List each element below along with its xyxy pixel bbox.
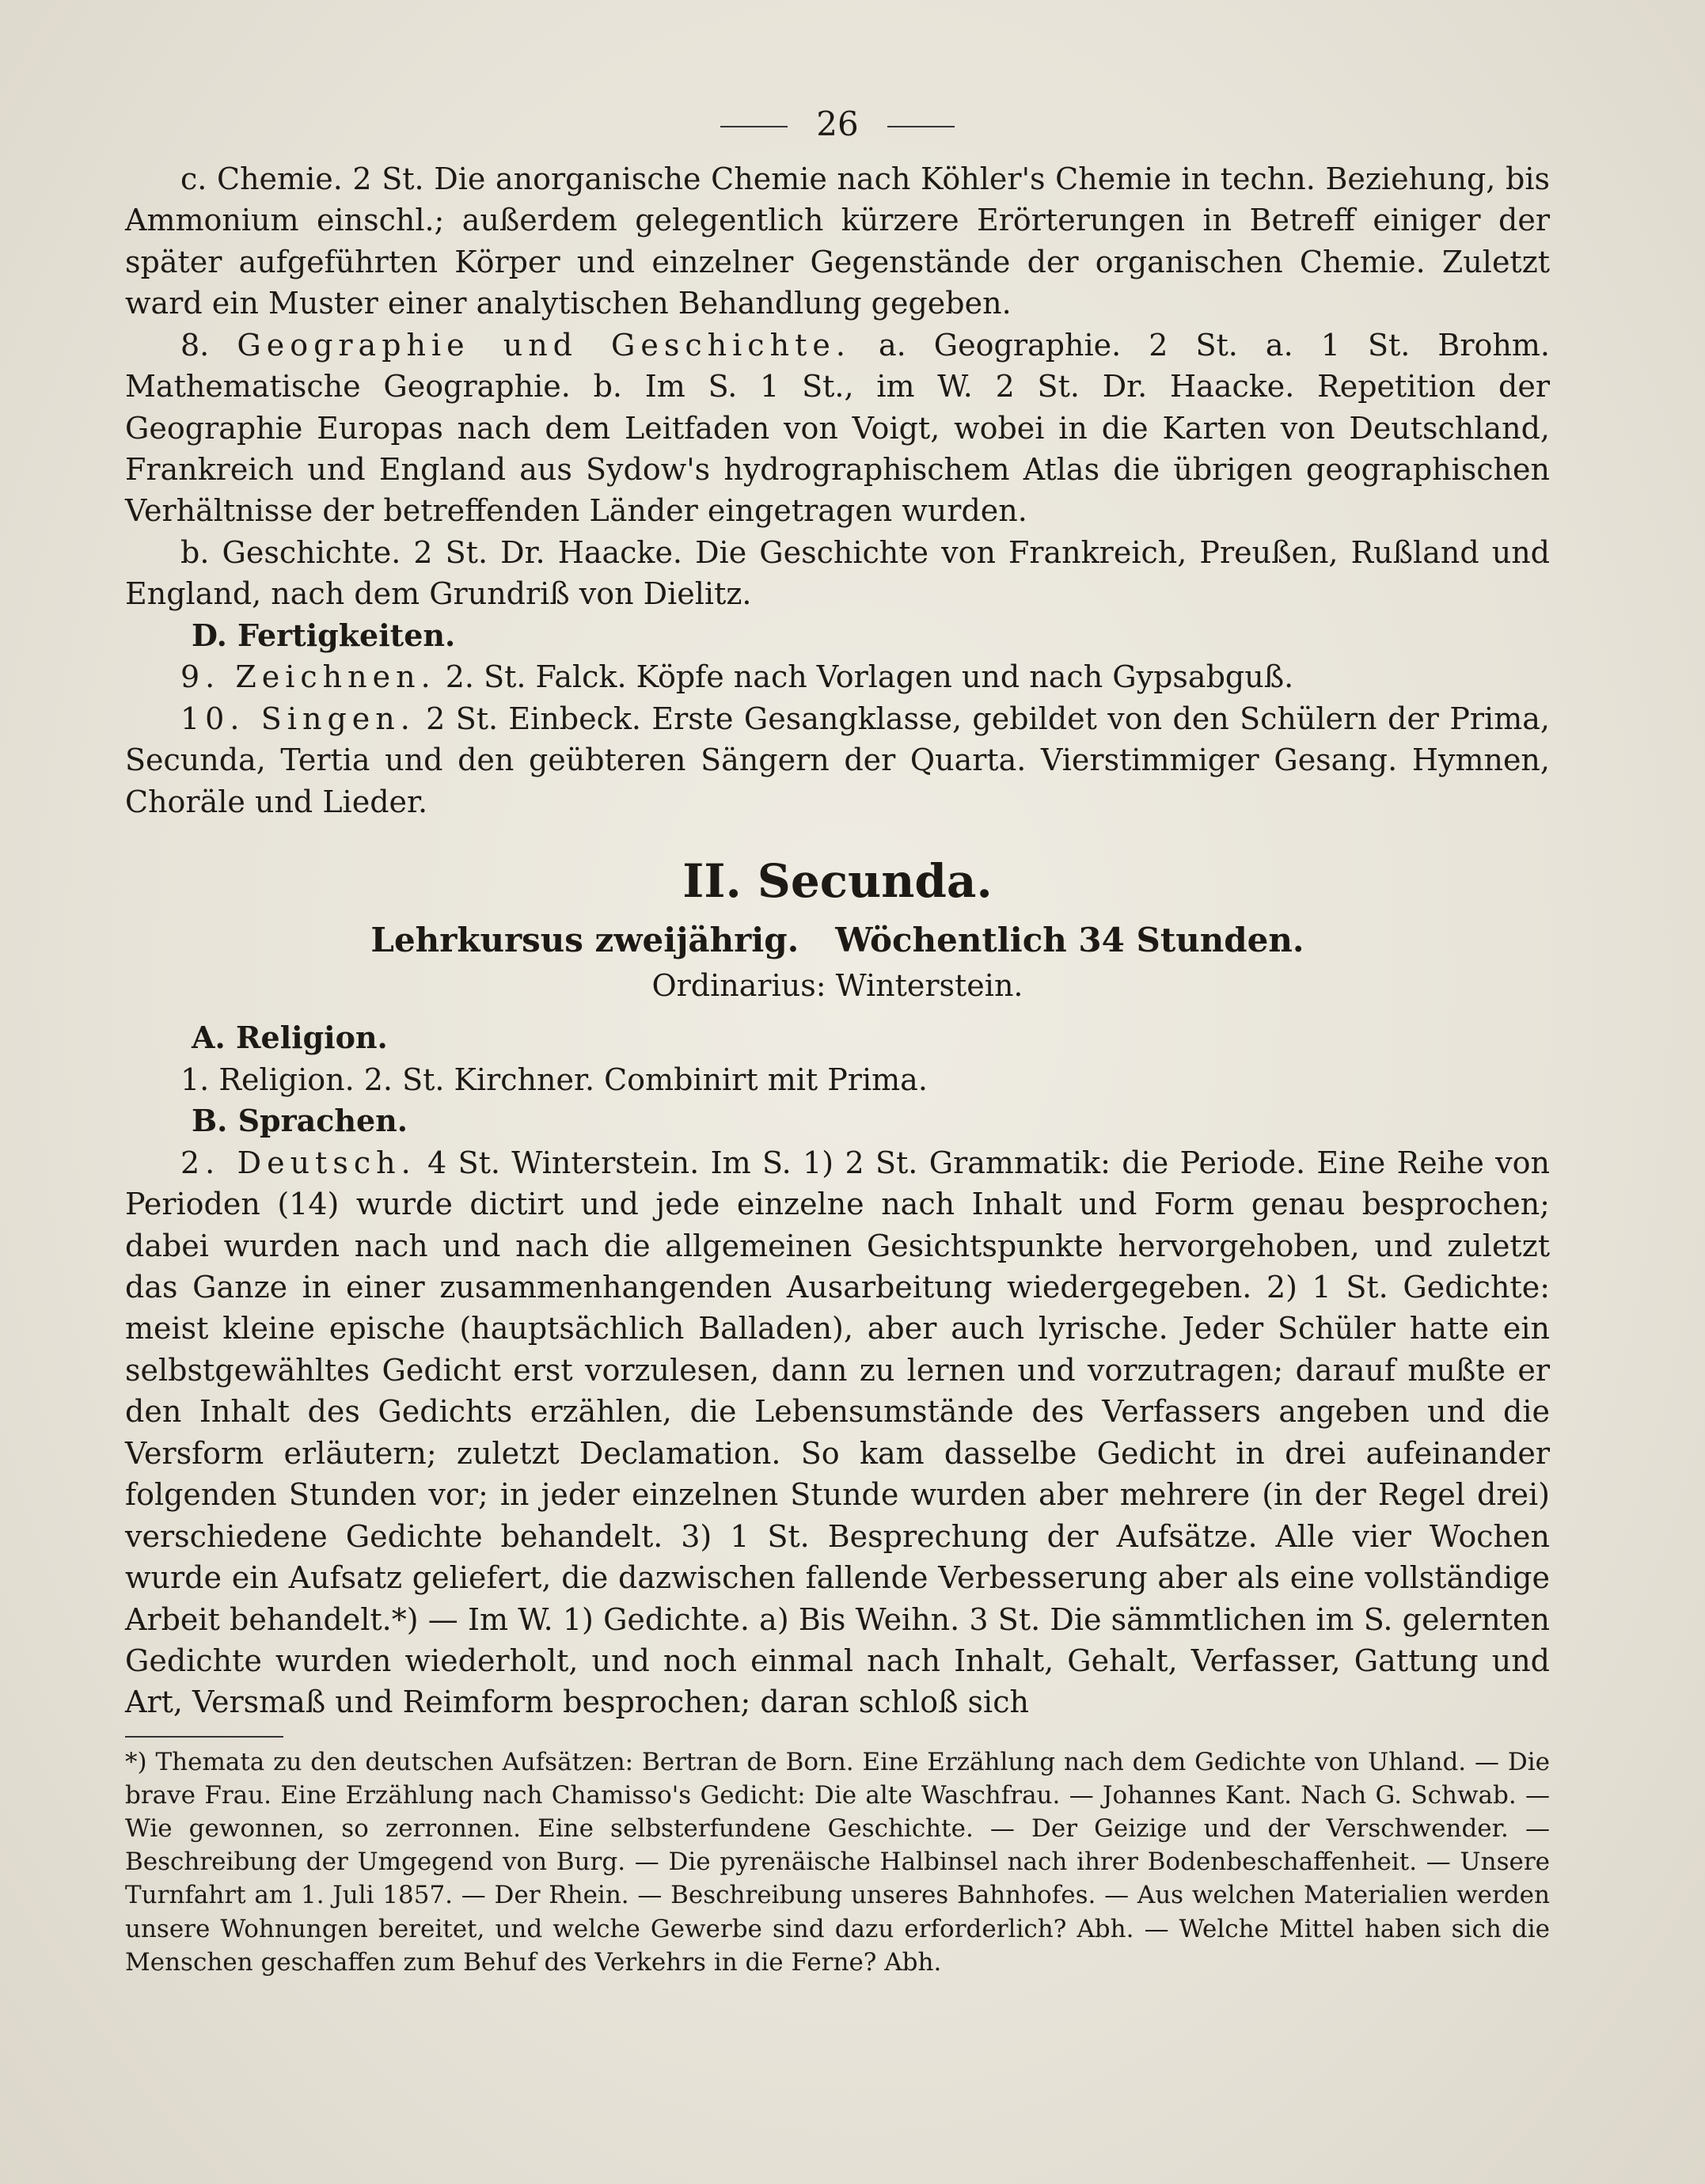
left-rule [720,126,788,127]
course-duration: Lehrkursus zweijährig. [370,920,799,959]
geschichte-paragraph: b. Geschichte. 2 St. Dr. Haacke. Die Geschichte von Frankreich, Preußen, Rußland und England, nach dem Grundriß von Dielitz. [125,534,1550,612]
deutsch-paragraph [125,1142,1550,1723]
ordinarius: Ordinarius: Winterstein. [651,967,1023,1003]
geographie-text: a. Geographie. 2 St. a. 1 St. Brohm. Mathematische Geographie. b. Im S. 1 St., im W. 2 St. Dr. Haacke. Repetition der Geographie Europas nach dem Leitfaden von Voigt, wobei in die Karten von Deutschland, Frankreich und England aus Sydow's hydrographischem Atlas die übrigen geographischen Verhältnisse der betreffenden Länder eingetragen wurden. [125,327,1550,529]
page-number-header [125,101,1550,147]
fertigkeiten-heading: D. Fertigkeiten. [192,617,456,653]
page-content [125,101,1550,1979]
religion-heading: A. Religion. [192,1020,388,1056]
zeichnen-text: 2. St. Falck. Köpfe nach Vorlagen und nach Gypsabguß. [445,659,1294,695]
religion-line: 1. Religion. 2. St. Kirchner. Combinirt mit Prima. [180,1062,928,1097]
chemie-paragraph: c. Chemie. 2 St. Die anorganische Chemie nach Köhler's Chemie in techn. Beziehung, bis Ammonium einschl.; außerdem gelegentlich kürzere Erörterungen in Betreff einiger der später aufgeführten Körper und einzelner Gegenstände der organischen Chemie. Zuletzt ward ein Muster einer analytischen Behandlung gegeben. [125,161,1550,321]
geographie-paragraph [125,325,1550,532]
deutsch-text: 4 St. Winterstein. Im S. 1) 2 St. Grammatik: die Periode. Eine Reihe von Perioden (14) wurde dictirt und jede einzelne nach Inhalt und Form genau besprochen; dabei wurden nach und nach die allgemeinen Gesichtspunkte hervorgehoben, und zuletzt das Ganze in einer zusammenhangenden Ausarbeitung wiedergegeben. 2) 1 St. Gedichte: meist kleine epische (hauptsächlich Balladen), aber auch lyrische. Jeder Schüler hatte ein selbstgewähltes Gedicht erst vorzulesen, dann zu lernen und vorzutragen; darauf mußte er den Inhalt des Gedichts erzählen, die Lebensumstände des Verfassers angeben und die Versform erläutern; zuletzt Declamation. So kam dasselbe Gedicht in drei aufeinander folgenden Stunden vor; in jeder einzelnen Stunde wurden aber mehrere (in der Regel drei) verschiedene Gedichte behandelt. 3) 1 St. Besprechung der Aufsätze. Alle vier Wochen wurde ein Aufsatz geliefert, die dazwischen fallende Verbesserung aber als eine vollständige Arbeit behandelt.*) — Im W. 1) Gedichte. a) Bis Weihn. 3 St. Die sämmtlichen im S. gelernten Gedichte wurden wiederholt, und noch einmal nach Inhalt, Gehalt, Verfasser, Gattung und Art, Versmaß und Reimform besprochen; daran schloß sich [125,1145,1550,1720]
geographie-title: Geographie und Geschichte. [237,327,851,363]
singen-text: 2 St. Einbeck. Erste Gesangklasse, gebildet von den Schülern der Prima, Secunda, Tertia und den geübteren Sängern der Quarta. Vierstimmiger Gesang. Hymnen, Choräle und Lieder. [125,701,1550,819]
singen-paragraph [125,698,1550,822]
zeichnen-paragraph [125,656,1550,697]
footnote-rule [125,1736,283,1738]
singen-label: 10. Singen. [180,701,416,736]
section-subtitle [125,917,1550,963]
deutsch-label: 2. Deutsch. [180,1145,416,1180]
zeichnen-label: 9. Zeichnen. [180,659,436,695]
geographie-number: 8. [180,327,210,363]
right-rule [887,126,955,127]
sprachen-heading: B. Sprachen. [192,1103,408,1139]
footnote: *) Themata zu den deutschen Aufsätzen: Bertran de Born. Eine Erzählung nach dem Gedichte von Uhland. — Die brave Frau. Eine Erzählung nach Chamisso's Gedicht: Die alte Waschfrau. — Johannes Kant. Nach G. Schwab. — Wie gewonnen, so zerronnen. Eine selbsterfundene Geschichte. — Der Geizige und der Verschwender. — Beschreibung der Umgegend von Burg. — Die pyrenäische Halbinsel nach ihrer Bodenbeschaffenheit. — Unsere Turnfahrt am 1. Juli 1857. — Der Rhein. — Beschreibung unseres Bahnhofes. — Aus welchen Materialien werden unsere Wohnungen bereitet, und welche Gewerbe sind dazu erforderlich? Abh. — Welche Mittel haben sich die Menschen geschaffen zum Behuf des Verkehrs in die Ferne? Abh. [125,1747,1550,1977]
section-title: II. Secunda. [682,853,993,908]
weekly-hours: Wöchentlich 34 Stunden. [835,920,1304,959]
page-number: 26 [816,104,859,143]
